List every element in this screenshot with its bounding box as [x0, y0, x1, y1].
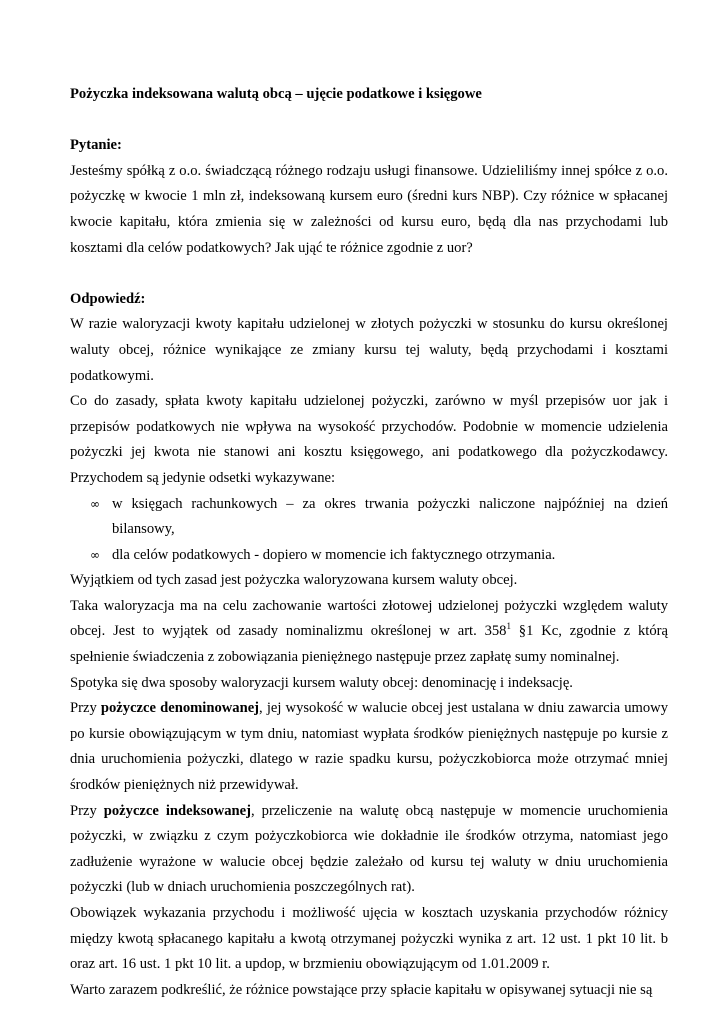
- paragraph-text: Przy: [70, 700, 101, 717]
- bullet-list: [70, 492, 668, 569]
- answer-paragraph-6: [70, 696, 668, 798]
- answer-paragraph-8: Obowiązek wykazania przychodu i możliwość ujęcia w kosztach uzyskania przychodów różnicy między kwotą spłacanego kapitału a kwotą otrzymanej pożyczki wynika z art. 12 ust. 1 pkt 10 lit. b oraz art. 16 ust. 1 pkt 10 lit. a updop, w brzmieniu obowiązującym od 1.01.2009 r.: [70, 905, 668, 973]
- question-heading: Pytanie:: [70, 137, 122, 154]
- paragraph-text: Taka waloryzacja ma na celu zachowanie wartości złotowej udzielonej pożyczki względem waluty obcej. Jest to wyjątek od zasady nominalizmu określonej w art. 358: [70, 597, 668, 640]
- infinity-bullet-icon: ∞: [90, 496, 100, 511]
- question-text: Jesteśmy spółką z o.o. świadczącą różnego rodzaju usługi finansowe. Udzieliliśmy innej spółce z o.o. pożyczkę w kwocie 1 mln zł, indeksowaną kursem euro (średni kurs NBP). Czy różnice w spłacanej kwocie kapitału, która zmienia się w zależności od kursu euro, będą dla nas przychodami lub kosztami dla celów podatkowych? Jak ująć te różnice zgodnie z uor?: [70, 162, 668, 256]
- paragraph-text: Przy: [70, 802, 104, 819]
- list-item-text: w księgach rachunkowych – za okres trwania pożyczki naliczone najpóźniej na dzień bilansowy,: [112, 495, 668, 538]
- infinity-bullet-icon: ∞: [90, 547, 100, 562]
- bold-term: pożyczce indeksowanej: [103, 802, 251, 819]
- answer-paragraph-3: Wyjątkiem od tych zasad jest pożyczka waloryzowana kursem waluty obcej.: [70, 572, 518, 589]
- answer-paragraph-5: Spotyka się dwa sposoby waloryzacji kursem waluty obcej: denominację i indeksację.: [70, 674, 573, 691]
- bold-term: pożyczce denominowanej: [100, 700, 260, 717]
- document-page: [70, 82, 668, 1003]
- answer-paragraph-4: [70, 594, 668, 671]
- paragraph-text: , jej wysokość w walucie obcej jest ustalana w dniu zawarcia umowy po kursie obowiązującym w tym dniu, natomiast wypłata środków pieniężnych następuje po kursie z dnia uruchomienia pożyczki, dlatego w razie spadku kursu, pożyczkobiorca może otrzymać mniej środków pieniężnych niż przewidywał.: [70, 700, 668, 794]
- list-item: [70, 543, 668, 569]
- paragraph-text: , przeliczenie na walutę obcą następuje w momencie uruchomienia pożyczki, w związku z czym pożyczkobiorca wie dokładnie ile środków otrzyma, natomiast jego zadłużenie wyrażone w walucie obcej będzie zależało od kursu tej waluty w dniu uruchomienia pożyczki (lub w dniach uruchomienia poszczególnych rat).: [70, 802, 668, 896]
- answer-paragraph-1: W razie waloryzacji kwoty kapitału udzielonej w złotych pożyczki w stosunku do kursu określonej waluty obcej, różnice wynikające ze zmiany kursu tej waluty, będą przychodami i kosztami podatkowymi.: [70, 316, 668, 384]
- answer-paragraph-9: Warto zarazem podkreślić, że różnice powstające przy spłacie kapitału w opisywanej sytuacji nie są: [70, 981, 653, 998]
- section-spacer: [70, 261, 668, 287]
- answer-paragraph-2: Co do zasady, spłata kwoty kapitału udzielonej pożyczki, zarówno w myśl przepisów uor jak i przepisów podatkowych nie wpływa na wysokość przychodów. Podobnie w momencie udzielenia pożyczki jej kwota nie stanowi ani kosztu księgowego, ani podatkowego dla pożyczkodawcy. Przychodem są jedynie odsetki wykazywane:: [70, 393, 668, 486]
- paragraph-text: §1 Kc, zgodnie z którą spełnienie świadczenia z zobowiązania pieniężnego następuje przez zapłatę sumy nominalnej.: [70, 623, 668, 666]
- document-title: Pożyczka indeksowana walutą obcą – ujęcie podatkowe i księgowe: [70, 86, 482, 102]
- superscript: 1: [506, 621, 511, 632]
- list-item: [70, 492, 668, 543]
- list-item-text: dla celów podatkowych - dopiero w momencie ich faktycznego otrzymania.: [112, 546, 556, 563]
- answer-paragraph-7: [70, 799, 668, 901]
- answer-heading: Odpowiedź:: [70, 290, 146, 307]
